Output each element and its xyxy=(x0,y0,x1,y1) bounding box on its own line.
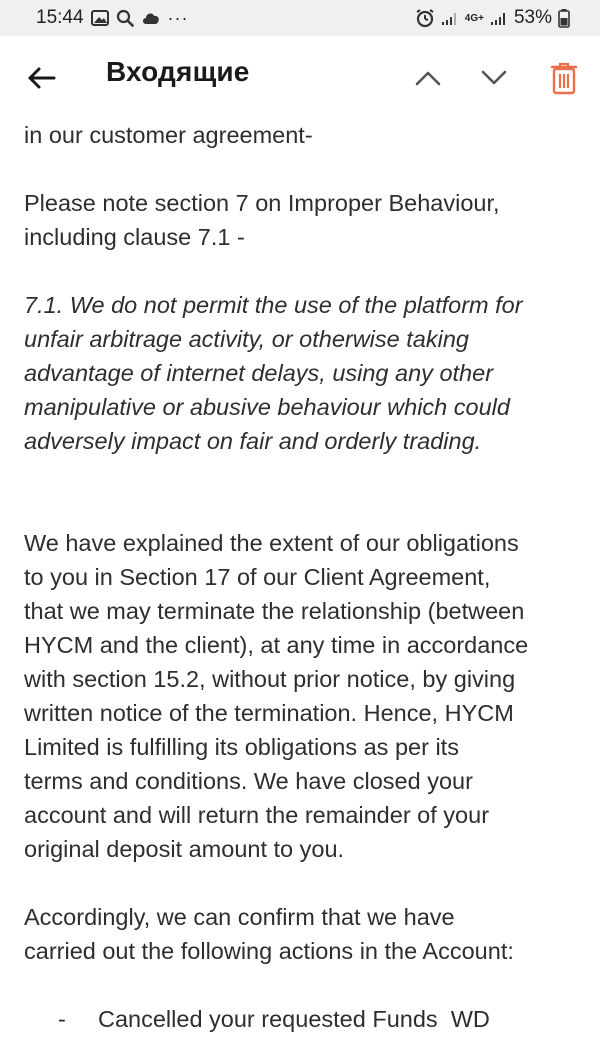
explanation-paragraph xyxy=(24,526,580,866)
battery-icon xyxy=(558,8,570,28)
clause-line: 7.1. We do not permit the use of the platform for xyxy=(24,292,523,318)
clause-line: manipulative or abusive behaviour which could xyxy=(24,394,510,420)
delete-button[interactable] xyxy=(544,56,584,100)
chevron-up-icon xyxy=(414,69,442,87)
network-label: 4G+ xyxy=(464,12,484,24)
alarm-icon xyxy=(415,8,435,28)
signal-icon xyxy=(490,10,508,26)
chevron-down-icon xyxy=(480,69,508,87)
body-line: carried out the following actions in the Account: xyxy=(24,938,514,964)
body-line: written notice of the termination. Hence, HYCM xyxy=(24,700,514,726)
body-line: account and will return the remainder of your xyxy=(24,802,490,828)
list-item xyxy=(24,1002,580,1036)
body-line: Please note section 7 on Improper Behaviour, xyxy=(24,190,500,216)
app-bar xyxy=(0,36,600,120)
body-line: in our customer agreement- xyxy=(24,122,313,148)
body-line: including clause 7.1 - xyxy=(24,224,245,250)
next-message-button[interactable] xyxy=(474,60,514,96)
body-line: We have explained the extent of our obligations xyxy=(24,530,519,556)
page-title: Входящие xyxy=(106,56,250,87)
status-time: 15:44 xyxy=(36,7,84,28)
body-line: Limited is fulfilling its obligations as per its xyxy=(24,734,459,760)
trash-icon xyxy=(550,61,578,95)
status-overflow: ··· xyxy=(167,7,189,28)
arrow-left-icon xyxy=(27,66,57,90)
body-line: to you in Section 17 of our Client Agreement, xyxy=(24,564,491,590)
back-button[interactable] xyxy=(22,60,62,96)
previous-message-button[interactable] xyxy=(408,60,448,96)
body-line: original deposit amount to you. xyxy=(24,836,345,862)
clause-line: advantage of internet delays, using any other xyxy=(24,360,494,386)
body-line: Accordingly, we can confirm that we have xyxy=(24,904,455,930)
signal-icon xyxy=(441,10,459,26)
accordingly-paragraph xyxy=(24,900,580,968)
clause-line: adversely impact on fair and orderly trading. xyxy=(24,428,482,454)
gallery-icon xyxy=(91,10,109,26)
bullet-text: Cancelled your requested Funds WD xyxy=(98,1006,490,1032)
body-line: terms and conditions. We have closed your xyxy=(24,768,473,794)
body-line: HYCM and the client), at any time in accordance xyxy=(24,632,529,658)
cloud-icon xyxy=(141,11,161,25)
battery-percent: 53% xyxy=(513,7,552,28)
clause-line: unfair arbitrage activity, or otherwise taking xyxy=(24,326,469,352)
body-line: that we may terminate the relationship (between xyxy=(24,598,525,624)
body-line: with section 15.2, without prior notice, by giving xyxy=(24,666,516,692)
bullet-dash: - xyxy=(58,1006,66,1032)
email-body xyxy=(24,118,580,1036)
search-icon xyxy=(116,9,134,27)
status-bar xyxy=(0,0,600,36)
clause-quote xyxy=(24,288,580,458)
